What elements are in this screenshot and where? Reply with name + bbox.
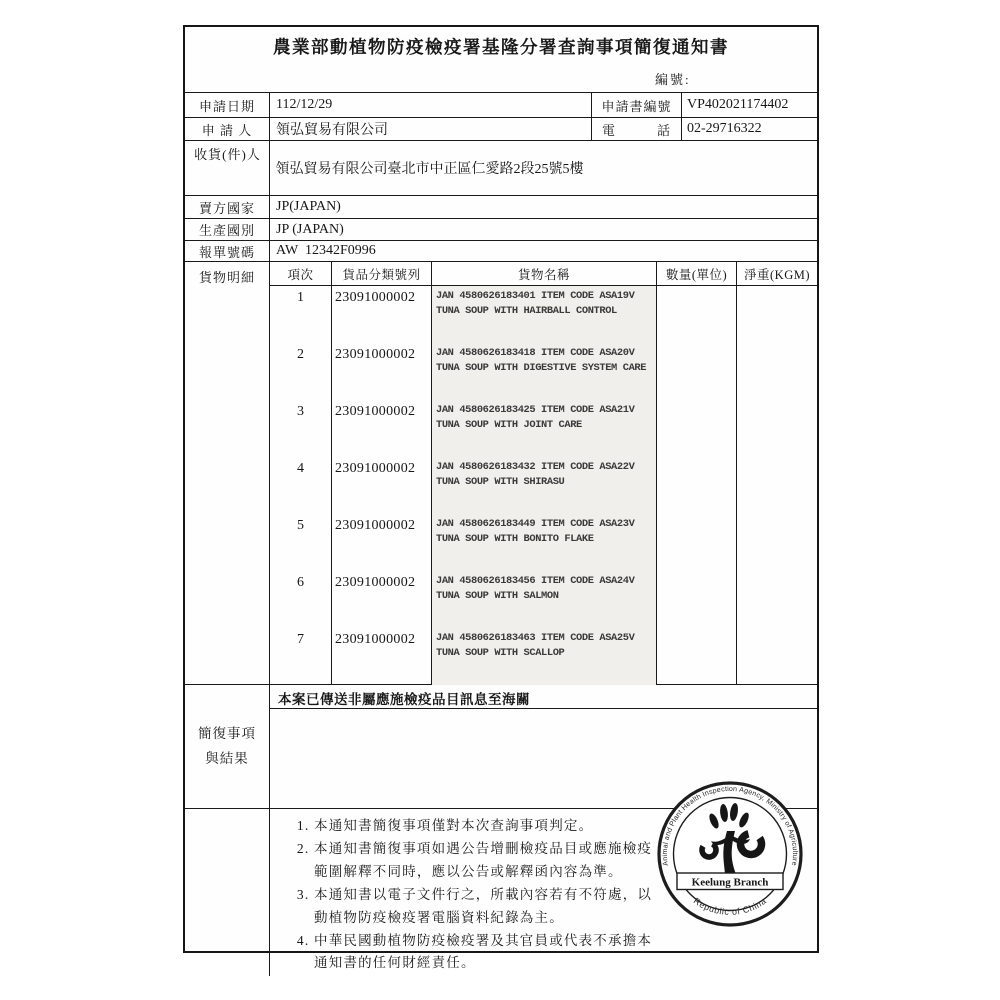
goods-item-qty bbox=[657, 286, 737, 343]
goods-item-qty bbox=[657, 400, 737, 457]
goods-item-name: JAN 4580626183401 ITEM CODE ASA19V TUNA SOUP WITH HAIRBALL CONTROL bbox=[432, 286, 657, 343]
reply-message: 本案已傳送非屬應施檢疫品目訊息至海關 bbox=[270, 685, 817, 709]
title-section bbox=[185, 27, 817, 93]
goods-item-no: 4 bbox=[270, 457, 332, 514]
application-no-value: VP402021174402 bbox=[687, 97, 789, 112]
applicant-value: 領弘貿易有限公司 bbox=[276, 123, 388, 138]
seller-country-row bbox=[185, 196, 817, 219]
stamp-branch-text: Keelung Branch bbox=[691, 876, 769, 889]
note-item: 3. 本通知書以電子文件行之，所載內容若有不符處，以 動植物防疫檢疫署電腦資料紀錄為主。 bbox=[314, 884, 709, 929]
origin-country-row bbox=[185, 219, 817, 241]
goods-item-qty bbox=[657, 343, 737, 400]
note-item: 1. 本通知書簡復事項僅對本次查詢事項判定。 bbox=[314, 815, 709, 837]
goods-item-code: 23091000002 bbox=[332, 514, 432, 571]
goods-item-weight bbox=[737, 400, 817, 457]
goods-item-no: 3 bbox=[270, 400, 332, 457]
origin-country-label: 生產國別 bbox=[185, 219, 270, 240]
phone-label-left: 電 bbox=[602, 122, 617, 138]
goods-item-weight bbox=[737, 628, 817, 685]
notice-document bbox=[183, 25, 819, 971]
goods-item-code: 23091000002 bbox=[332, 628, 432, 685]
agency-stamp bbox=[655, 779, 805, 929]
goods-section bbox=[185, 262, 817, 685]
goods-item-qty bbox=[657, 628, 737, 685]
goods-item-no: 6 bbox=[270, 571, 332, 628]
goods-item-name: JAN 4580626183432 ITEM CODE ASA22V TUNA SOUP WITH SHIRASU bbox=[432, 457, 657, 514]
goods-item-no: 2 bbox=[270, 343, 332, 400]
origin-country-value: JP (JAPAN) bbox=[276, 221, 344, 237]
goods-item-qty bbox=[657, 571, 737, 628]
goods-item-name: JAN 4580626183463 ITEM CODE ASA25V TUNA SOUP WITH SCALLOP bbox=[432, 628, 657, 685]
seller-country-label: 賣方國家 bbox=[185, 196, 270, 218]
note-item: 2. 本通知書簡復事項如遇公告增刪檢疫品目或應施檢疫 範圍解釋不同時，應以公告或解釋函內容為準。 bbox=[314, 838, 709, 883]
document-title: 農業部動植物防疫檢疫署基隆分署查詢事項簡復通知書 bbox=[273, 37, 729, 57]
goods-item-weight bbox=[737, 286, 817, 343]
goods-item-weight bbox=[737, 514, 817, 571]
phone-value: 02-29716322 bbox=[687, 121, 762, 136]
note-item: 4. 中華民國動植物防疫檢疫署及其官員或代表不承擔本 通知書的任何財經責任。 bbox=[314, 930, 709, 975]
application-no-label: 申請書編號 bbox=[591, 93, 682, 117]
apply-date-label: 申請日期 bbox=[185, 93, 270, 117]
goods-item-code: 23091000002 bbox=[332, 571, 432, 628]
goods-header-code: 貨品分類號列 bbox=[332, 262, 432, 286]
goods-item-no: 7 bbox=[270, 628, 332, 685]
goods-header-qty: 數量(單位) bbox=[657, 262, 737, 286]
goods-item-no: 1 bbox=[270, 286, 332, 343]
notes-label-cell bbox=[185, 809, 270, 976]
serial-number-label: 編號: bbox=[655, 72, 691, 87]
goods-table bbox=[270, 262, 817, 684]
consignee-label: 收貨(件)人 bbox=[194, 147, 261, 162]
stamp-arc-bottom-text: Republic of China bbox=[691, 895, 769, 917]
declaration-no-value: AW 12342F0996 bbox=[276, 243, 376, 258]
reply-section-label: 簡復事項 與結果 bbox=[185, 685, 270, 808]
applicant-row bbox=[185, 118, 817, 141]
consignee-row bbox=[185, 141, 817, 196]
goods-item-code: 23091000002 bbox=[332, 457, 432, 514]
apply-date-row bbox=[185, 93, 817, 118]
goods-item-weight bbox=[737, 343, 817, 400]
goods-item-qty bbox=[657, 514, 737, 571]
goods-item-name: JAN 4580626183449 ITEM CODE ASA23V TUNA SOUP WITH BONITO FLAKE bbox=[432, 514, 657, 571]
phone-label bbox=[591, 118, 682, 140]
stamp-arc-top-text: Animal and Plant Health Inspection Agency, Ministry of Agriculture bbox=[660, 784, 800, 867]
goods-item-weight bbox=[737, 571, 817, 628]
declaration-no-row bbox=[185, 241, 817, 262]
stamp-graphic bbox=[655, 779, 805, 929]
goods-item-no: 5 bbox=[270, 514, 332, 571]
goods-item-code: 23091000002 bbox=[332, 286, 432, 343]
goods-section-label: 貨物明細 bbox=[185, 262, 270, 684]
apply-date-value: 112/12/29 bbox=[276, 97, 333, 112]
declaration-no-label: 報單號碼 bbox=[185, 241, 270, 261]
goods-item-code: 23091000002 bbox=[332, 343, 432, 400]
goods-item-weight bbox=[737, 457, 817, 514]
notes-list bbox=[270, 815, 709, 975]
applicant-label: 申 請 人 bbox=[185, 118, 270, 140]
goods-item-name: JAN 4580626183425 ITEM CODE ASA21V TUNA SOUP WITH JOINT CARE bbox=[432, 400, 657, 457]
goods-item-name: JAN 4580626183456 ITEM CODE ASA24V TUNA SOUP WITH SALMON bbox=[432, 571, 657, 628]
goods-item-name: JAN 4580626183418 ITEM CODE ASA20V TUNA SOUP WITH DIGESTIVE SYSTEM CARE bbox=[432, 343, 657, 400]
goods-header-name: 貨物名稱 bbox=[432, 262, 657, 286]
goods-header-weight: 淨重(KGM) bbox=[737, 262, 817, 286]
goods-item-code: 23091000002 bbox=[332, 400, 432, 457]
seller-country-value: JP(JAPAN) bbox=[276, 199, 341, 214]
phone-label-right: 話 bbox=[656, 122, 671, 138]
goods-header-no: 項次 bbox=[270, 262, 332, 286]
consignee-value: 領弘貿易有限公司臺北市中正區仁愛路2段25號5樓 bbox=[275, 162, 584, 177]
goods-item-qty bbox=[657, 457, 737, 514]
